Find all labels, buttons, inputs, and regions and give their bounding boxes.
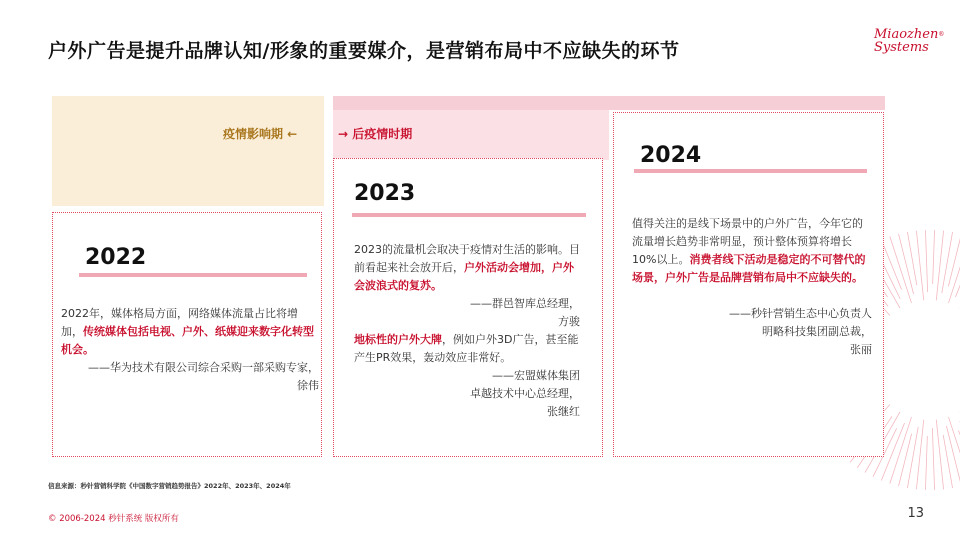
quote-source-title: 明略科技集团副总裁， bbox=[762, 325, 872, 338]
year-label: 2024 bbox=[640, 143, 702, 168]
period-label-after: → 后疫情时期 bbox=[338, 127, 413, 141]
quote-source-2-title: 卓越技术中心总经理， bbox=[470, 387, 580, 400]
logo-mark: ® bbox=[938, 31, 945, 38]
quote-text-2: ，例如户外3D广告，甚至能产生PR效果，轰动效应非常好。 bbox=[354, 333, 579, 364]
quote-source-name: 张丽 bbox=[850, 343, 872, 356]
decor-ray bbox=[899, 434, 912, 486]
quote-highlight: 户外活动会增加，户外会波浪式的复苏。 bbox=[354, 261, 574, 292]
decor-ray bbox=[943, 435, 952, 488]
decor-ray bbox=[907, 427, 918, 488]
quote-text: 值得关注的是线下场景中的户外广告，今年它的流量增长趋势非常明显，预计整体预算将增长10%以上。 bbox=[632, 217, 863, 266]
pre-epidemic-band bbox=[52, 96, 324, 206]
post-epidemic-band bbox=[333, 96, 885, 110]
card-2024 bbox=[613, 112, 884, 457]
year-label: 2022 bbox=[85, 245, 147, 270]
year-label: 2023 bbox=[354, 181, 416, 206]
decor-ray bbox=[881, 423, 904, 480]
quote-source-2-name: 张继红 bbox=[547, 405, 580, 418]
decor-ray bbox=[925, 230, 927, 292]
logo-line1: Miaozhen bbox=[874, 27, 939, 42]
decor-ray bbox=[942, 232, 953, 293]
quote-source-name: 徐伟 bbox=[297, 379, 319, 392]
quote-text: 2022年，媒体格局方面，网络媒体流量占比将增加， bbox=[61, 307, 298, 338]
quote-source-2: ——宏盟媒体集团 bbox=[492, 369, 580, 382]
quote-source: ——群邑智库总经理， bbox=[470, 297, 580, 310]
company-logo bbox=[874, 27, 945, 55]
logo-line2: Systems bbox=[874, 40, 929, 55]
decor-ray bbox=[932, 428, 934, 490]
quote-highlight: 消费者线下活动是稳定的不可替代的场景，户外广告是品牌营销布局中不应缺失的。 bbox=[632, 253, 866, 284]
card-2022 bbox=[52, 212, 322, 457]
year-underline bbox=[634, 169, 867, 173]
card-body bbox=[354, 241, 580, 421]
quote-source-name: 方骏 bbox=[558, 315, 580, 328]
quote-highlight-2: 地标性的户外大牌 bbox=[354, 333, 442, 346]
decor-ray bbox=[933, 230, 935, 284]
source-note: 信息来源：秒针营销科学院《中国数字营销趋势报告》2022年、2023年、2024年 bbox=[48, 482, 291, 490]
card-body bbox=[61, 305, 319, 395]
decor-ray bbox=[948, 234, 960, 286]
decor-ray bbox=[907, 232, 916, 285]
period-label-before: 疫情影响期 ← bbox=[223, 127, 298, 141]
year-underline bbox=[79, 273, 307, 277]
quote-highlight: 传统媒体包括电视、户外、纸媒迎来数字化转型机会。 bbox=[61, 325, 314, 356]
decor-ray bbox=[881, 239, 901, 289]
decor-ray bbox=[925, 436, 927, 490]
card-2023 bbox=[333, 158, 603, 457]
decor-ray bbox=[916, 231, 923, 301]
decor-ray bbox=[946, 426, 960, 486]
year-underline bbox=[352, 213, 586, 217]
card-body bbox=[632, 215, 872, 359]
quote-text: 2023的流量机会取决于疫情对生活的影响。目前看起来社会放开后， bbox=[354, 243, 580, 274]
copyright: © 2006-2024 秒针系统 版权所有 bbox=[48, 514, 179, 524]
quote-source: ——华为技术有限公司综合采购一部采购专家， bbox=[88, 361, 319, 374]
page-title: 户外广告是提升品牌认知/形象的重要媒介，是营销布局中不应缺失的环节 bbox=[48, 40, 680, 62]
page-number: 13 bbox=[907, 506, 924, 521]
quote-source: ——秒针营销生态中心负责人 bbox=[729, 307, 872, 320]
decor-ray bbox=[936, 420, 943, 490]
